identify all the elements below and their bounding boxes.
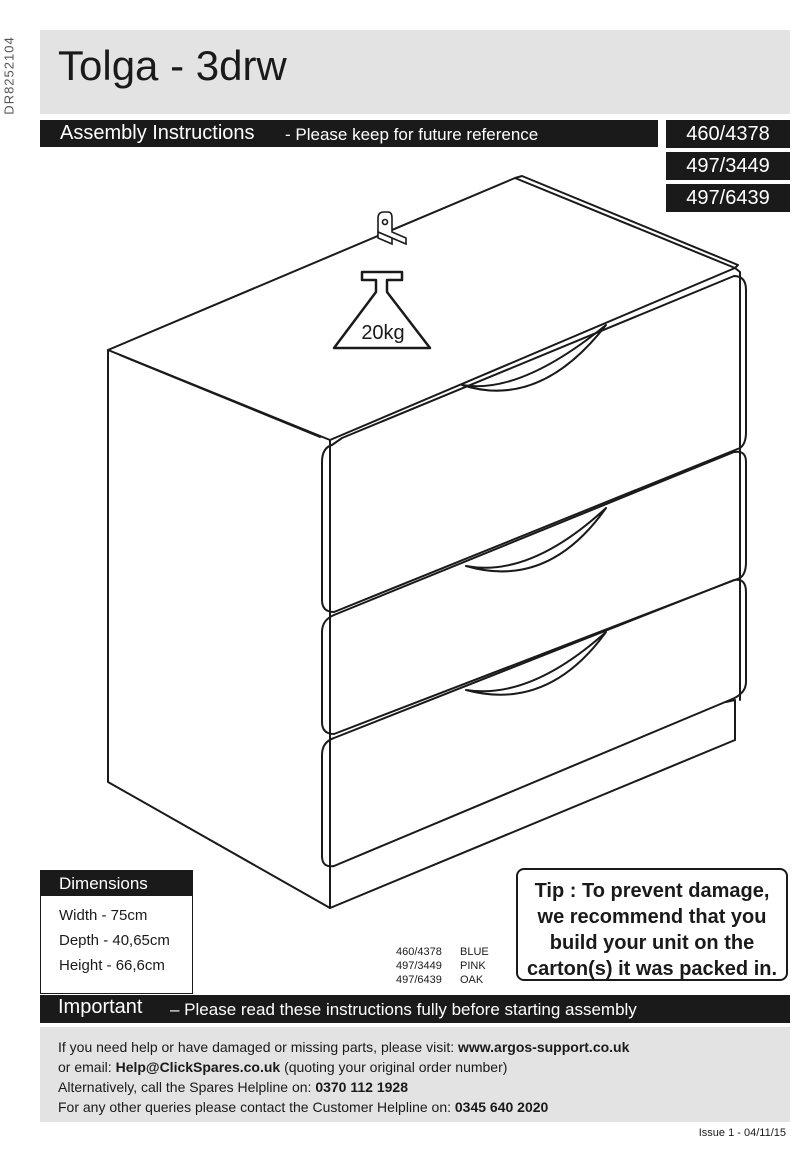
email-link[interactable]: Help@ClickSpares.co.uk (115, 1059, 281, 1075)
product-code-1: 460/4378 (666, 120, 790, 148)
dimension-width: Width - 75cm (59, 907, 148, 924)
issue-label: Issue 1 - 04/11/15 (698, 1127, 786, 1139)
colour-variants (396, 945, 489, 987)
dimension-depth: Depth - 40,65cm (59, 932, 170, 949)
page-title: Tolga - 3drw (58, 42, 287, 89)
weight-label: 20kg (361, 322, 405, 344)
website-link[interactable]: www.argos-support.co.uk (458, 1039, 630, 1055)
spares-phone: 0370 112 1928 (315, 1079, 408, 1095)
help-line-spares: Alternatively, call the Spares Helpline on: 0370 112 1928 (58, 1079, 408, 1095)
important-heading: Important (58, 996, 143, 1018)
important-text: – Please read these instructions fully before starting assembly (170, 1000, 637, 1019)
variant-row: 497/3449 PINK (396, 960, 486, 972)
wall-bracket-icon (378, 212, 406, 244)
variant-row: 497/6439 OAK (396, 974, 484, 986)
dimensions-box (40, 870, 193, 994)
subtitle-sub: - Please keep for future reference (285, 125, 539, 144)
document-code: DR8252104 (1, 36, 17, 115)
product-code-2: 497/3449 (666, 152, 790, 180)
product-code-3: 497/6439 (666, 184, 790, 212)
variant-row: 460/4378 BLUE (396, 946, 489, 958)
help-line-email: or email: Help@ClickSpares.co.uk (quoting your original order number) (58, 1059, 508, 1075)
help-box (40, 1027, 790, 1122)
help-line-customer: For any other queries please contact the Customer Helpline on: 0345 640 2020 (58, 1099, 549, 1115)
dimensions-heading: Dimensions (41, 871, 192, 896)
help-line-website: If you need help or have damaged or missing parts, please visit: www.argos-support.co.uk (58, 1039, 630, 1055)
customer-phone: 0345 640 2020 (454, 1099, 549, 1115)
dimension-height: Height - 66,6cm (59, 957, 165, 974)
subtitle-main: Assembly Instructions (60, 122, 255, 144)
important-bar (40, 995, 790, 1023)
tip-box: Tip : To prevent damage, we recommend that you build your unit on the carton(s) it was packed in. (516, 868, 788, 981)
